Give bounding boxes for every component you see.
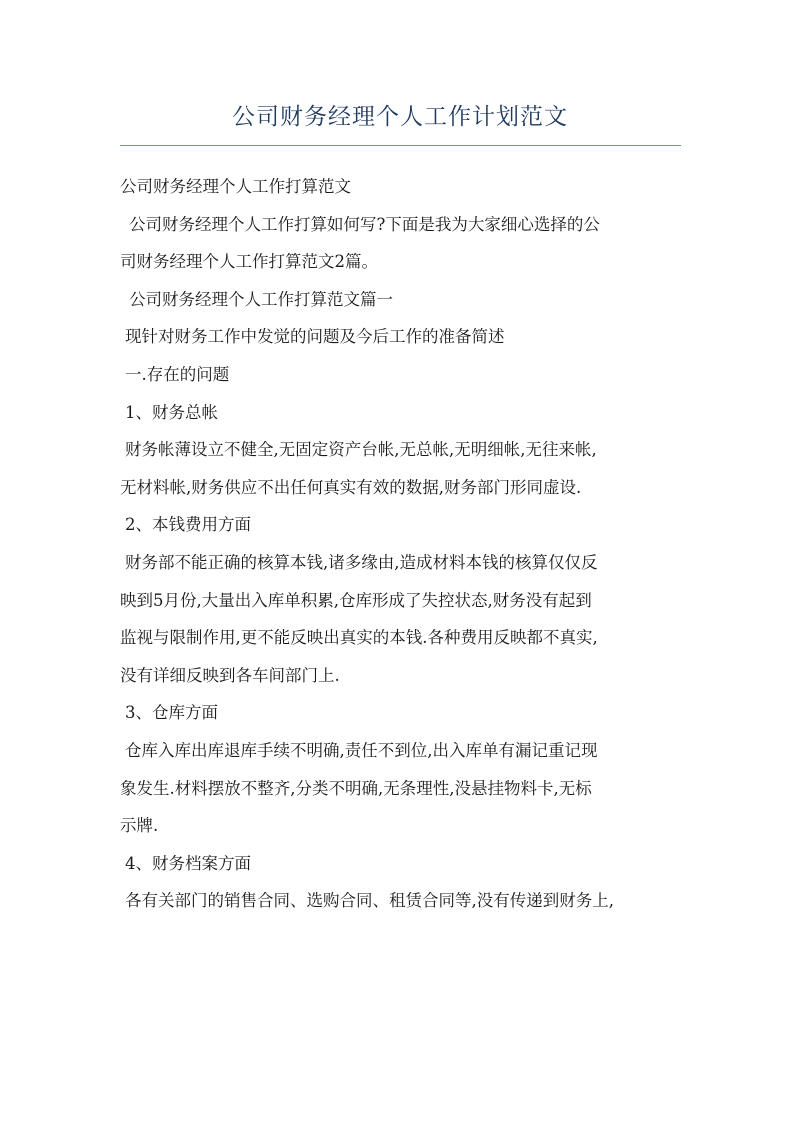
subtitle-line: 公司财务经理个人工作打算范文 — [120, 177, 351, 196]
section-heading: 3、仓库方面 — [125, 703, 218, 723]
section-heading: 1、财务总帐 — [125, 402, 218, 422]
paragraph-line: 没有详细反映到各车间部门上. — [120, 665, 340, 685]
section-heading: 一.存在的问题 — [125, 364, 230, 384]
paragraph-line: 仓库入库出库退库手续不明确,责任不到位,出入库单有漏记重记现 — [125, 740, 598, 760]
title-divider — [120, 145, 681, 146]
section-heading: 2、本钱费用方面 — [125, 515, 251, 535]
paragraph-line: 示牌. — [120, 816, 159, 836]
paragraph-line: 各有关部门的销售合同、选购合同、租赁合同等,没有传递到财务上, — [125, 891, 614, 911]
paragraph-line: 监视与限制作用,更不能反映出真实的本钱.各种费用反映都不真实, — [120, 628, 598, 648]
paragraph-line: 现针对财务工作中发觉的问题及今后工作的准备简述 — [125, 327, 505, 347]
paragraph-line: 财务部不能正确的核算本钱,诸多缘由,造成材料本钱的核算仅仅反 — [125, 552, 598, 572]
paragraph-line: 无材料帐,财务供应不出任何真实有效的数据,财务部门形同虚设. — [120, 477, 582, 497]
paragraph-line: 公司财务经理个人工作打算如何写?下面是我为大家细心选择的公 — [129, 214, 600, 234]
paragraph-line: 司财务经理个人工作打算范文2篇。 — [120, 252, 378, 272]
section-heading: 4、财务档案方面 — [125, 853, 251, 873]
paragraph-line: 映到5月份,大量出入库单积累,仓库形成了失控状态,财务没有起到 — [120, 590, 592, 610]
paragraph-line: 财务帐薄设立不健全,无固定资产台帐,无总帐,无明细帐,无往来帐, — [125, 440, 597, 460]
section-heading: 公司财务经理个人工作打算范文篇一 — [129, 289, 393, 309]
document-title: 公司财务经理个人工作计划范文 — [232, 104, 568, 130]
document-body — [120, 168, 685, 920]
paragraph-line: 象发生.材料摆放不整齐,分类不明确,无条理性,没悬挂物料卡,无标 — [120, 778, 592, 798]
